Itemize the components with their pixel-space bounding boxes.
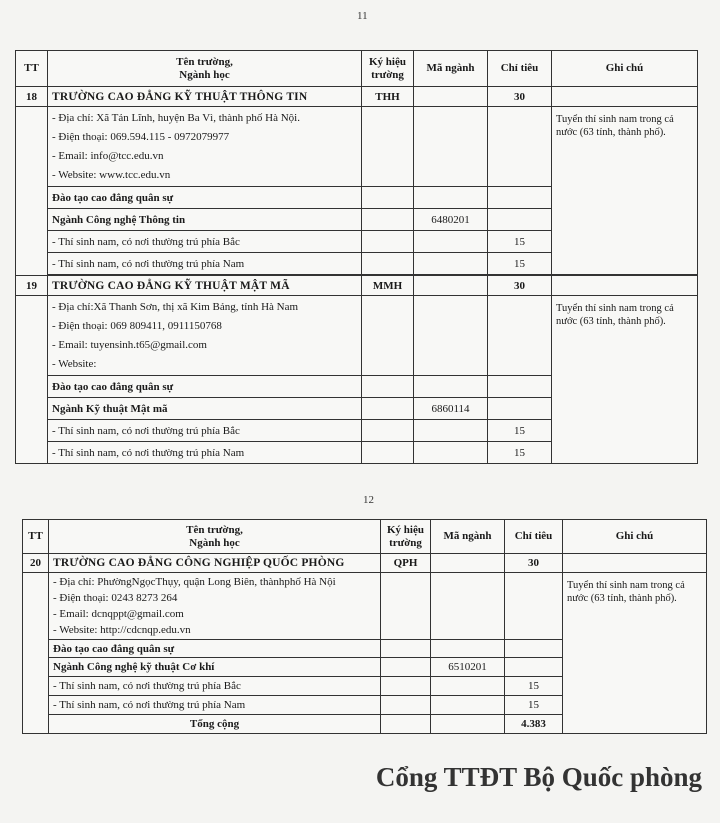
quota-value: 15 bbox=[505, 677, 563, 696]
training-type: Đào tạo cao đẳng quân sự bbox=[49, 640, 381, 658]
school-code: THH bbox=[362, 87, 414, 107]
empty-cell bbox=[362, 296, 414, 376]
empty-cell bbox=[362, 107, 414, 187]
header-quota: Chỉ tiêu bbox=[488, 51, 552, 87]
school-name: TRƯỜNG CAO ĐẲNG KỸ THUẬT THÔNG TIN bbox=[48, 87, 362, 107]
website-text: - Website: bbox=[52, 357, 97, 370]
quota-value: 15 bbox=[488, 420, 552, 442]
quota-label: - Thí sinh nam, có nơi thường trú phía Bắc bbox=[49, 677, 381, 696]
header-code: Ký hiệu trường bbox=[381, 520, 431, 554]
school-info bbox=[48, 296, 362, 376]
phone-text: - Điện thoại: 069 809411, 0911150768 bbox=[52, 319, 222, 332]
total-label: Tổng cộng bbox=[49, 715, 381, 734]
empty-cell bbox=[488, 107, 552, 187]
address-text: - Địa chỉ: PhườngNgọcThụy, quận Long Biên, thànhphố Hà Nội bbox=[53, 576, 336, 588]
admission-table-page-11 bbox=[15, 50, 698, 464]
school-code: QPH bbox=[381, 554, 431, 573]
header-name: Tên trường, Ngành học bbox=[48, 51, 362, 87]
school-row bbox=[23, 554, 707, 573]
empty-cell bbox=[505, 573, 563, 640]
school-info-row bbox=[16, 107, 698, 187]
school-quota: 30 bbox=[488, 87, 552, 107]
major-name: Ngành Công nghệ kỹ thuật Cơ khí bbox=[49, 658, 381, 677]
school-tt: 18 bbox=[16, 87, 48, 107]
phone-text: - Điện thoại: 0243 8273 264 bbox=[53, 592, 178, 604]
header-note: Ghi chú bbox=[552, 51, 698, 87]
empty-cell bbox=[552, 276, 698, 296]
empty-cell bbox=[563, 554, 707, 573]
empty-cell bbox=[414, 107, 488, 187]
page-number: 12 bbox=[363, 494, 374, 506]
table-header bbox=[16, 51, 698, 87]
website-text: - Website: http://cdcnqp.edu.vn bbox=[53, 624, 191, 636]
empty-cell bbox=[23, 573, 49, 734]
major-code: 6480201 bbox=[414, 209, 488, 231]
quota-value: 15 bbox=[488, 253, 552, 275]
empty-cell bbox=[381, 573, 431, 640]
empty-cell bbox=[431, 573, 505, 640]
email-text: - Email: dcnqppt@gmail.com bbox=[53, 608, 184, 620]
school-tt: 20 bbox=[23, 554, 49, 573]
quota-value: 15 bbox=[488, 231, 552, 253]
empty-cell bbox=[414, 276, 488, 296]
email-text: - Email: tuyensinh.t65@gmail.com bbox=[52, 338, 207, 351]
admission-table-page-12 bbox=[22, 519, 707, 734]
quota-label: - Thí sinh nam, có nơi thường trú phía Nam bbox=[48, 442, 362, 464]
header-name: Tên trường, Ngành học bbox=[49, 520, 381, 554]
quota-label: - Thí sinh nam, có nơi thường trú phía Bắc bbox=[48, 420, 362, 442]
address-text: - Địa chỉ:Xã Thanh Sơn, thị xã Kim Bảng, tỉnh Hà Nam bbox=[52, 300, 299, 313]
school-info-row bbox=[23, 573, 707, 640]
school-info-row bbox=[16, 296, 698, 376]
empty-cell bbox=[414, 87, 488, 107]
empty-cell bbox=[552, 87, 698, 107]
header-tt: TT bbox=[16, 51, 48, 87]
empty-cell bbox=[16, 107, 48, 276]
empty-cell bbox=[414, 296, 488, 376]
major-code: 6860114 bbox=[414, 398, 488, 420]
training-type: Đào tạo cao đẳng quân sự bbox=[48, 187, 362, 209]
header-major-code: Mã ngành bbox=[414, 51, 488, 87]
table-header bbox=[23, 520, 707, 554]
quota-label: - Thí sinh nam, có nơi thường trú phía Nam bbox=[48, 253, 362, 275]
quota-value: 15 bbox=[488, 442, 552, 464]
quota-value: 15 bbox=[505, 696, 563, 715]
empty-cell bbox=[488, 296, 552, 376]
quota-label: - Thí sinh nam, có nơi thường trú phía Nam bbox=[49, 696, 381, 715]
quota-label: - Thí sinh nam, có nơi thường trú phía Bắc bbox=[48, 231, 362, 253]
training-type: Đào tạo cao đẳng quân sự bbox=[48, 376, 362, 398]
watermark-text: Cổng TTĐT Bộ Quốc phòng bbox=[375, 762, 702, 792]
school-note: Tuyển thí sinh nam trong cả nước (63 tỉnh, thành phố). bbox=[552, 107, 698, 275]
school-note: Tuyển thí sinh nam trong cả nước (63 tỉnh, thành phố). bbox=[552, 296, 698, 464]
school-row bbox=[16, 87, 698, 107]
school-row bbox=[16, 276, 698, 296]
major-name: Ngành Công nghệ Thông tin bbox=[48, 209, 362, 231]
empty-cell bbox=[16, 296, 48, 464]
total-value: 4.383 bbox=[505, 715, 563, 734]
school-code: MMH bbox=[362, 276, 414, 296]
header-major-code: Mã ngành bbox=[431, 520, 505, 554]
phone-text: - Điện thoại: 069.594.115 - 0972079977 bbox=[52, 130, 230, 143]
address-text: - Địa chỉ: Xã Tản Lĩnh, huyện Ba Vì, thành phố Hà Nội. bbox=[52, 111, 300, 124]
school-info bbox=[49, 573, 381, 640]
header-code: Ký hiệu trường bbox=[362, 51, 414, 87]
page-number: 11 bbox=[357, 10, 368, 22]
school-name: TRƯỜNG CAO ĐẲNG KỸ THUẬT MẬT MÃ bbox=[48, 276, 362, 296]
school-info bbox=[48, 107, 362, 187]
header-note: Ghi chú bbox=[563, 520, 707, 554]
major-name: Ngành Kỹ thuật Mật mã bbox=[48, 398, 362, 420]
header-quota: Chỉ tiêu bbox=[505, 520, 563, 554]
website-text: - Website: www.tcc.edu.vn bbox=[52, 168, 171, 181]
header-tt: TT bbox=[23, 520, 49, 554]
school-tt: 19 bbox=[16, 276, 48, 296]
school-quota: 30 bbox=[505, 554, 563, 573]
email-text: - Email: info@tcc.edu.vn bbox=[52, 149, 164, 162]
school-name: TRƯỜNG CAO ĐẲNG CÔNG NGHIỆP QUỐC PHÒNG bbox=[49, 554, 381, 573]
school-quota: 30 bbox=[488, 276, 552, 296]
empty-cell bbox=[431, 554, 505, 573]
school-note: Tuyển thí sinh nam trong cả nước (63 tỉnh, thành phố). bbox=[563, 573, 707, 734]
major-code: 6510201 bbox=[431, 658, 505, 677]
